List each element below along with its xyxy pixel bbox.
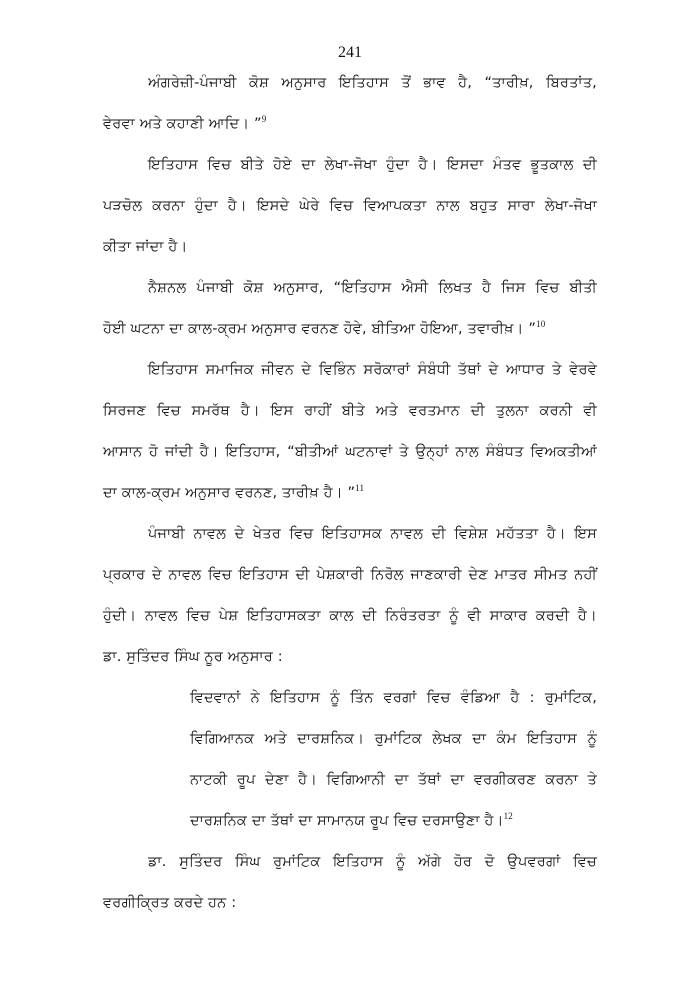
- paragraph-2-line-3: ਕੀਤਾ ਜਾਂਦਾ ਹੈ।: [103, 239, 188, 255]
- paragraph-4-line-4: [103, 483, 364, 503]
- footnote-marker: 9: [261, 114, 267, 124]
- footnote-marker: 10: [536, 319, 546, 329]
- footnote-marker: 11: [355, 483, 365, 493]
- paragraph-4-line-3: ਆਸਾਨ ਹੋ ਜਾਂਦੀ ਹੈ। ਇਤਿਹਾਸ, “ਬੀਤੀਆਂ ਘਟਨਾਵਾਂ ਤੇ ਉਨ੍ਹਾਂ ਨਾਲ ਸੰਬੰਧਤ ਵਿਅਕਤੀਆਂ: [103, 444, 597, 460]
- paragraph-2-line-2: ਪੜਚੋਲ ਕਰਨਾ ਹੁੰਦਾ ਹੈ। ਇਸਦੇ ਘੇਰੇ ਵਿਚ ਵਿਆਪਕਤਾ ਨਾਲ ਬਹੁਤ ਸਾਰਾ ਲੇਖਾ-ਜੋਖਾ: [103, 198, 597, 214]
- blockquote-line-4: [190, 811, 513, 831]
- paragraph-7-line-2: ਵਰਗੀਕ੍ਰਿਤ ਕਰਦੇ ਹਨ :: [103, 895, 237, 911]
- line-text: ਵੇਰਵਾ ਅਤੇ ਕਹਾਣੀ ਆਦਿ। ”: [103, 116, 262, 132]
- paragraph-3-line-1: ਨੈਸ਼ਨਲ ਪੰਜਾਬੀ ਕੋਸ਼ ਅਨੁਸਾਰ, “ਇਤਿਹਾਸ ਐਸੀ ਲਿਖਤ ਹੈ ਜਿਸ ਵਿਚ ਬੀਤੀ: [148, 280, 597, 296]
- paragraph-5-line-4: ਡਾ. ਸੁਤਿੰਦਰ ਸਿੰਘ ਨੂਰ ਅਨੁਸਾਰ :: [103, 649, 283, 665]
- paragraph-5-line-2: ਪ੍ਰਕਾਰ ਦੇ ਨਾਵਲ ਵਿਚ ਇਤਿਹਾਸ ਦੀ ਪੇਸ਼ਕਾਰੀ ਨਿਰੋਲ ਜਾਣਕਾਰੀ ਦੇਣ ਮਾਤਰ ਸੀਮਤ ਨਹੀਂ: [103, 567, 597, 583]
- paragraph-5-line-3: ਹੁੰਦੀ। ਨਾਵਲ ਵਿਚ ਪੇਸ਼ ਇਤਿਹਾਸਕਤਾ ਕਾਲ ਦੀ ਨਿਰੰਤਰਤਾ ਨੂੰ ਵੀ ਸਾਕਾਰ ਕਰਦੀ ਹੈ।: [103, 608, 597, 624]
- paragraph-2-line-1: ਇਤਿਹਾਸ ਵਿਚ ਬੀਤੇ ਹੋਏ ਦਾ ਲੇਖਾ-ਜੋਖਾ ਹੁੰਦਾ ਹੈ। ਇਸਦਾ ਮੰਤਵ ਭੂਤਕਾਲ ਦੀ: [148, 157, 597, 173]
- line-text: ਦਾ ਕਾਲ-ਕ੍ਰਮ ਅਨੁਸਾਰ ਵਰਨਣ, ਤਾਰੀਖ਼ ਹੈ। ”: [103, 485, 356, 501]
- blockquote-line-3: ਨਾਟਕੀ ਰੂਪ ਦੇਣਾ ਹੈ। ਵਿਗਿਆਨੀ ਦਾ ਤੱਥਾਂ ਦਾ ਵਰਗੀਕਰਣ ਕਰਨਾ ਤੇ: [190, 772, 597, 788]
- paragraph-1-line-1: ਅੰਗਰੇਜ਼ੀ-ਪੰਜਾਬੀ ਕੋਸ਼ ਅਨੁਸਾਰ ਇਤਿਹਾਸ ਤੋਂ ਭਾਵ ਹੈ, “ਤਾਰੀਖ਼, ਬਿਰਤਾਂਤ,: [148, 75, 597, 91]
- line-text: ਹੋਈ ਘਟਨਾ ਦਾ ਕਾਲ-ਕ੍ਰਮ ਅਨੁਸਾਰ ਵਰਨਣ ਹੋਵੇ, ਬੀਤਿਆ ਹੋਇਆ, ਤਵਾਰੀਖ਼। ”: [103, 321, 537, 337]
- paragraph-5-line-1: ਪੰਜਾਬੀ ਨਾਵਲ ਦੇ ਖੇਤਰ ਵਿਚ ਇਤਿਹਾਸਕ ਨਾਵਲ ਦੀ ਵਿਸ਼ੇਸ਼ ਮਹੱਤਤਾ ਹੈ। ਇਸ: [148, 526, 597, 542]
- blockquote-line-2: ਵਿਗਿਆਨਕ ਅਤੇ ਦਾਰਸ਼ਨਿਕ। ਰੁਮਾਂਟਿਕ ਲੇਖਕ ਦਾ ਕੰਮ ਇਤਿਹਾਸ ਨੂੰ: [190, 731, 597, 747]
- page-number: 241: [338, 44, 362, 61]
- paragraph-1-line-2: [103, 114, 266, 134]
- footnote-marker: 12: [503, 811, 513, 821]
- paragraph-4-line-2: ਸਿਰਜਣ ਵਿਚ ਸਮਰੱਥ ਹੈ। ਇਸ ਰਾਹੀਂ ਬੀਤੇ ਅਤੇ ਵਰਤਮਾਨ ਦੀ ਤੁਲਨਾ ਕਰਨੀ ਵੀ: [103, 403, 597, 419]
- paragraph-7-line-1: ਡਾ. ਸੁਤਿੰਦਰ ਸਿੰਘ ਰੁਮਾਂਟਿਕ ਇਤਿਹਾਸ ਨੂੰ ਅੱਗੇ ਹੋਰ ਦੋ ਉਪਵਰਗਾਂ ਵਿਚ: [148, 854, 597, 870]
- paragraph-3-line-2: [103, 319, 545, 339]
- paragraph-4-line-1: ਇਤਿਹਾਸ ਸਮਾਜਿਕ ਜੀਵਨ ਦੇ ਵਿਭਿੰਨ ਸਰੋਕਾਰਾਂ ਸੰਬੰਧੀ ਤੱਥਾਂ ਦੇ ਆਧਾਰ ਤੇ ਵੇਰਵੇ: [148, 362, 597, 378]
- line-text: ਦਾਰਸ਼ਨਿਕ ਦਾ ਤੱਥਾਂ ਦਾ ਸਾਮਾਨਯ ਰੂਪ ਵਿਚ ਦਰਸਾਉਣਾ ਹੈ।: [190, 813, 504, 829]
- blockquote-line-1: ਵਿਦਵਾਨਾਂ ਨੇ ਇਤਿਹਾਸ ਨੂੰ ਤਿੰਨ ਵਰਗਾਂ ਵਿਚ ਵੰਡਿਆ ਹੈ : ਰੁਮਾਂਟਿਕ,: [190, 690, 597, 706]
